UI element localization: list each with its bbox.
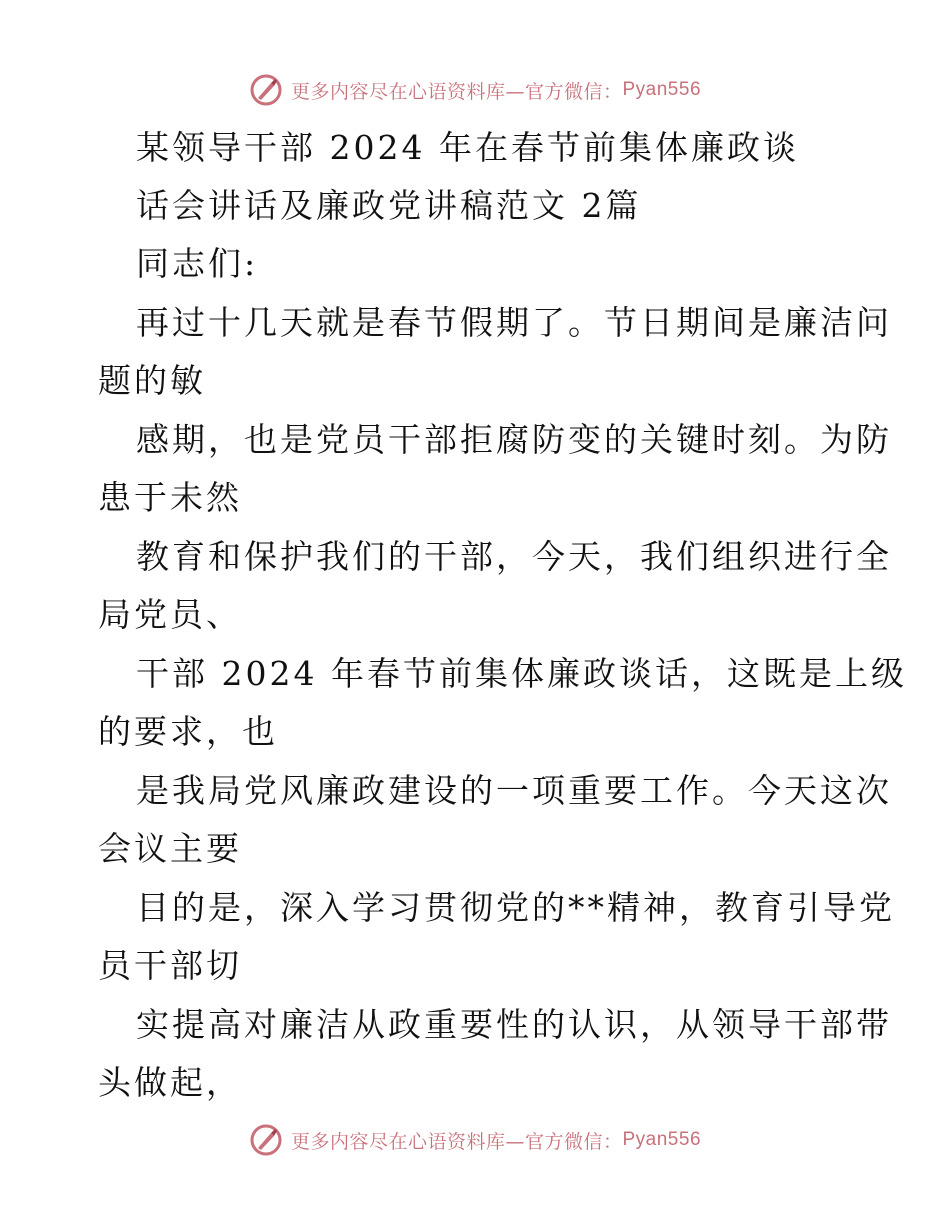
pen-circle-logo-icon	[249, 73, 283, 107]
body-line: 是我局党风廉政建设的一项重要工作。今天这次	[136, 771, 892, 810]
body-line: 干部 2024 年春节前集体廉政谈话，这既是上级	[136, 654, 907, 693]
footer-watermark	[0, 1120, 950, 1160]
body-line: 的要求，也	[98, 712, 278, 751]
body-line: 员干部切	[98, 946, 242, 985]
body-line: 局党员、	[98, 595, 242, 634]
body-line: 感期，也是党员干部拒腐防变的关键时刻。为防	[136, 420, 892, 459]
greeting: 同志们:	[136, 244, 259, 283]
title-line-2: 话会讲话及廉政党讲稿范文 2篇	[136, 186, 642, 225]
pen-circle-logo-icon	[249, 1123, 283, 1157]
title-line-1: 某领导干部 2024 年在春节前集体廉政谈	[136, 128, 799, 167]
watermark-text: 更多内容尽在心语资料库—官方微信：	[290, 1130, 623, 1153]
header-watermark	[0, 70, 950, 110]
body-line: 目的是，深入学习贯彻党的**精神，教育引导党	[136, 888, 895, 927]
body-line: 题的敏	[98, 361, 206, 400]
body-line: 教育和保护我们的干部，今天，我们组织进行全	[136, 537, 892, 576]
watermark-text: 更多内容尽在心语资料库—官方微信：	[290, 80, 623, 103]
watermark-account: Pyan556	[622, 79, 702, 100]
body-line: 实提高对廉洁从政重要性的认识，从领导干部带	[136, 1005, 892, 1044]
body-line: 患于未然	[98, 478, 242, 517]
watermark-account: Pyan556	[622, 1129, 702, 1150]
body-line: 再过十几天就是春节假期了。节日期间是廉洁问	[136, 303, 892, 342]
body-line: 头做起，	[98, 1063, 242, 1102]
body-line: 会议主要	[98, 829, 242, 868]
